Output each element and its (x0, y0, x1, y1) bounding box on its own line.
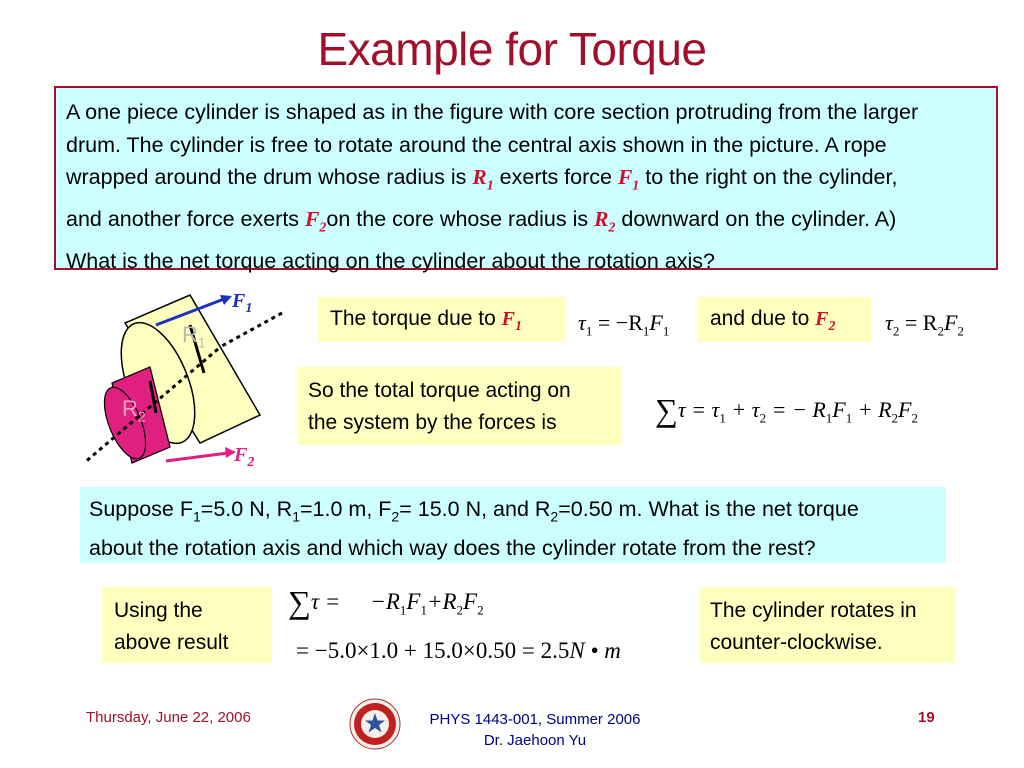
question-box (54, 86, 998, 273)
torque-f2-equation: $\tau_2 = R_2F_2$ (885, 310, 964, 339)
figure-f2-label: $F_2$ (234, 444, 255, 470)
figure-r2-label: $R_2$ (122, 396, 146, 425)
footer-instructor: Dr. Jaehoon Yu (483, 732, 587, 749)
using-result-box (102, 587, 272, 663)
using-result-line-1: Using the (114, 599, 203, 622)
suppose-box (80, 487, 946, 563)
torque-f2-box: and due to $F_2$ (698, 297, 871, 342)
using-result-line-2: above result (114, 631, 229, 654)
result-equation-line-2: = −5.0×1.0 + 15.0×0.50 = 2.5N • m (296, 638, 621, 663)
force-f2-arrow (166, 453, 228, 461)
question-line-5: What is the net torque acting on the cylinder about the rotation axis? (66, 248, 715, 273)
torque-f1-equation: $\tau_1 = -R_1F_1$ (578, 310, 670, 339)
footer-course: PHYS 1443-001, Summer 2006 (429, 711, 641, 728)
symbol-r2: $R_2$ (594, 206, 616, 236)
answer-line-2: counter-clockwise. (710, 631, 883, 654)
university-seal-logo (349, 698, 401, 750)
question-line-1: A one piece cylinder is shaped as in the figure with core section protruding from the larger (66, 100, 919, 124)
question-line-4: and another force exerts $F_2on$ the core whose radius is $R_2$ downward on the cylinder. A) (66, 206, 897, 236)
total-torque-box (298, 367, 622, 445)
total-torque-line-2: the system by the forces is (308, 411, 557, 434)
symbol-r1: $R_1$ (472, 165, 494, 194)
question-line-3: wrapped around the drum whose radius is $R_1$ exerts force $F_1$ to the right on the cylinder, (66, 165, 898, 194)
footer-date: Thursday, June 22, 2006 (86, 709, 251, 726)
figure-r1-label: $R_1$ (182, 322, 206, 351)
footer-course-info (400, 709, 670, 751)
rotation-axis-top (220, 313, 282, 347)
slide-title: Example for Torque (317, 23, 707, 75)
suppose-line-2: about the rotation axis and which way does the cylinder rotate from the rest? (89, 536, 816, 561)
question-line-2: drum. The cylinder is free to rotate around the central axis shown in the picture. A rope (66, 132, 887, 157)
suppose-line-1: Suppose $F_1=5.0$ N, $R_1=1.0$ m, $F_2= 15.0$ N, and $R_2=0.50$ m. What is the net torque (89, 497, 859, 525)
total-torque-line-1: So the total torque acting on (308, 379, 571, 402)
page-number: 19 (918, 709, 935, 726)
result-equation-line-1: $\sum\tau = -R_1F_1+R_2F_2$ (288, 584, 484, 620)
symbol-f1: $F_1$ (617, 165, 640, 194)
figure-f1-label: $F_1$ (232, 290, 253, 316)
torque-f1-box: The torque due to $F_1$ (318, 297, 565, 342)
answer-line-1: The cylinder rotates in (710, 599, 917, 622)
cylinder-figure (70, 285, 300, 475)
total-torque-equation: $\sum\tau = \tau_1 + \tau_2$ = − $R_1F_1 + R_2F_2$ (655, 392, 918, 428)
answer-box (700, 587, 955, 663)
symbol-f2: $F_2$ (305, 206, 327, 236)
